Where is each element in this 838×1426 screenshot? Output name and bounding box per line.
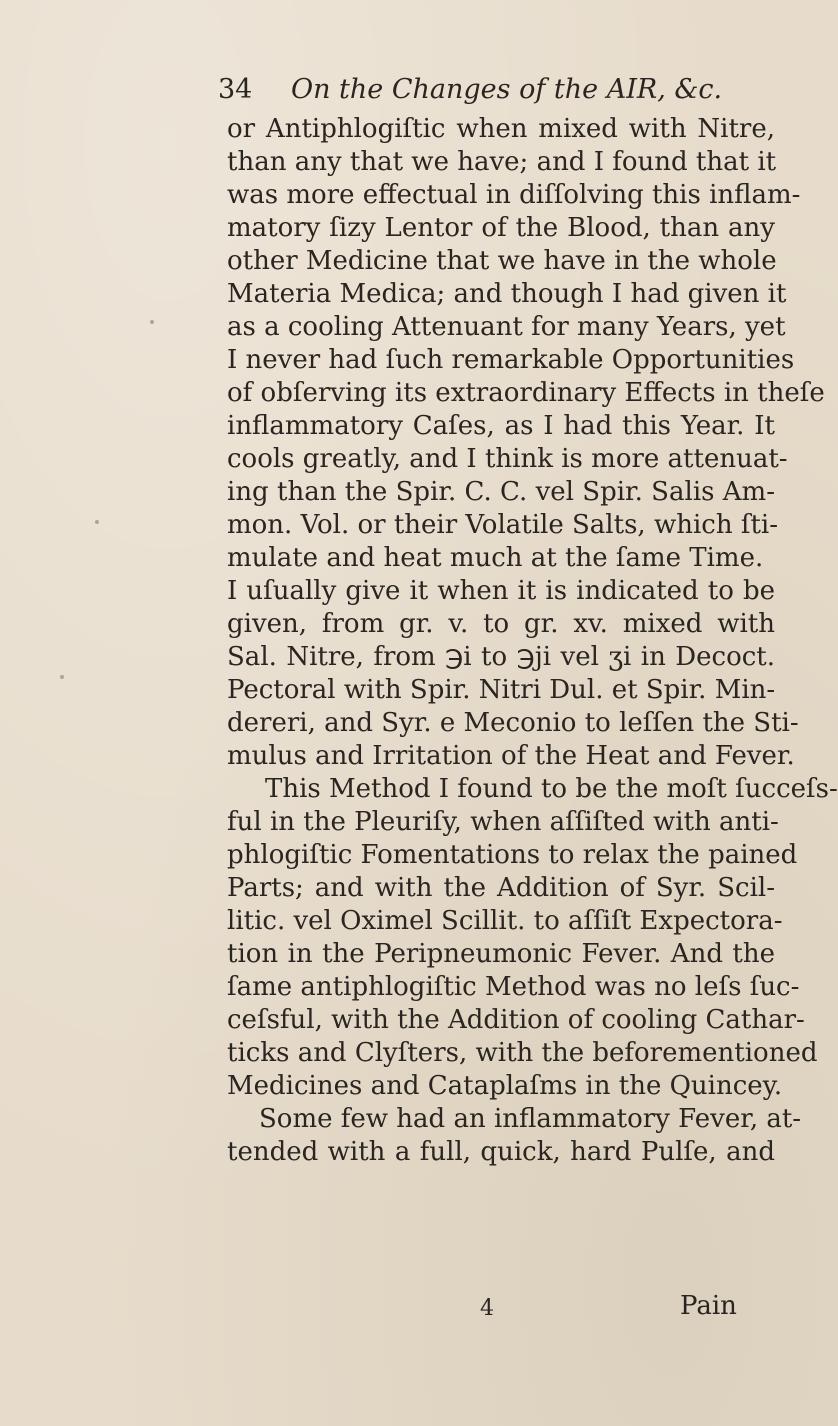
text-line: given, from gr. v. to gr. xv. mixed with [227,609,775,639]
text-line: Medicines and Cataplaſms in the Quincey. [227,1071,783,1101]
text-line: than any that we have; and I found that it [227,147,777,177]
text-line: tended with a full, quick, hard Pulſe, and [227,1137,775,1167]
text-line: phlogiſtic Fomentations to relax the pained [227,840,798,870]
text-line: Some few had an inflammatory Fever, at- [259,1104,802,1134]
text-line: Pectoral with Spir. Nitri Dul. et Spir. Min- [227,675,776,705]
text-line: litic. vel Oximel Scillit. to aſſiſt Expectora- [227,906,783,936]
paper-speck [60,675,64,679]
text-line: I never had ſuch remarkable Opportunities [227,345,795,375]
text-line: as a cooling Attenuant for many Years, yet [227,312,786,342]
text-line: dereri, and Syr. e Meconio to leſſen the Sti- [227,708,799,738]
text-line: other Medicine that we have in the whole [227,246,777,276]
text-line: inflammatory Caſes, as I had this Year. It [227,411,775,441]
text-line: Materia Medica; and though I had given it [227,279,787,309]
text-line: ticks and Clyſters, with the beforementioned [227,1038,818,1068]
signature-mark: 4 [480,1296,494,1321]
text-line: of obſerving its extraordinary Effects in theſe [227,378,825,408]
text-line: ceſsful, with the Addition of cooling Cathar- [227,1005,805,1035]
text-line: mulate and heat much at the ſame Time. [227,543,764,573]
catchword: Pain [680,1291,737,1321]
text-line: tion in the Peripneumonic Fever. And the [227,939,775,969]
text-line: cools greatly, and I think is more attenuat- [227,444,788,474]
text-line: This Method I found to be the moſt ſucceſs- [265,774,838,804]
text-line: ing than the Spir. C. C. vel Spir. Salis Am- [227,477,775,507]
running-header [218,70,778,110]
body-text [227,113,838,1169]
text-line: Parts; and with the Addition of Syr. Scil- [227,873,775,903]
text-line: or Antiphlogiſtic when mixed with Nitre, [227,114,775,144]
text-line: mon. Vol. or their Volatile Salts, which ſti- [227,510,779,540]
paper-speck [150,320,154,324]
paper-speck [95,520,99,524]
text-line: I uſually give it when it is indicated to be [227,576,775,606]
text-line: ful in the Pleuriſy, when aſſiſted with anti- [227,807,779,837]
page-number: 34 [218,74,253,105]
text-line: matory ſizy Lentor of the Blood, than any [227,213,775,243]
text-line: ſame antiphlogiſtic Method was no leſs ſuc- [227,972,800,1002]
text-line: mulus and Irritation of the Heat and Fever. [227,741,795,771]
text-line: Sal. Nitre, from ℈i to ℈ji vel ʒi in Decoct. [227,642,775,672]
text-line: was more effectual in diſſolving this inflam- [227,180,801,210]
running-title: On the Changes of the AIR, &c. [290,74,723,105]
